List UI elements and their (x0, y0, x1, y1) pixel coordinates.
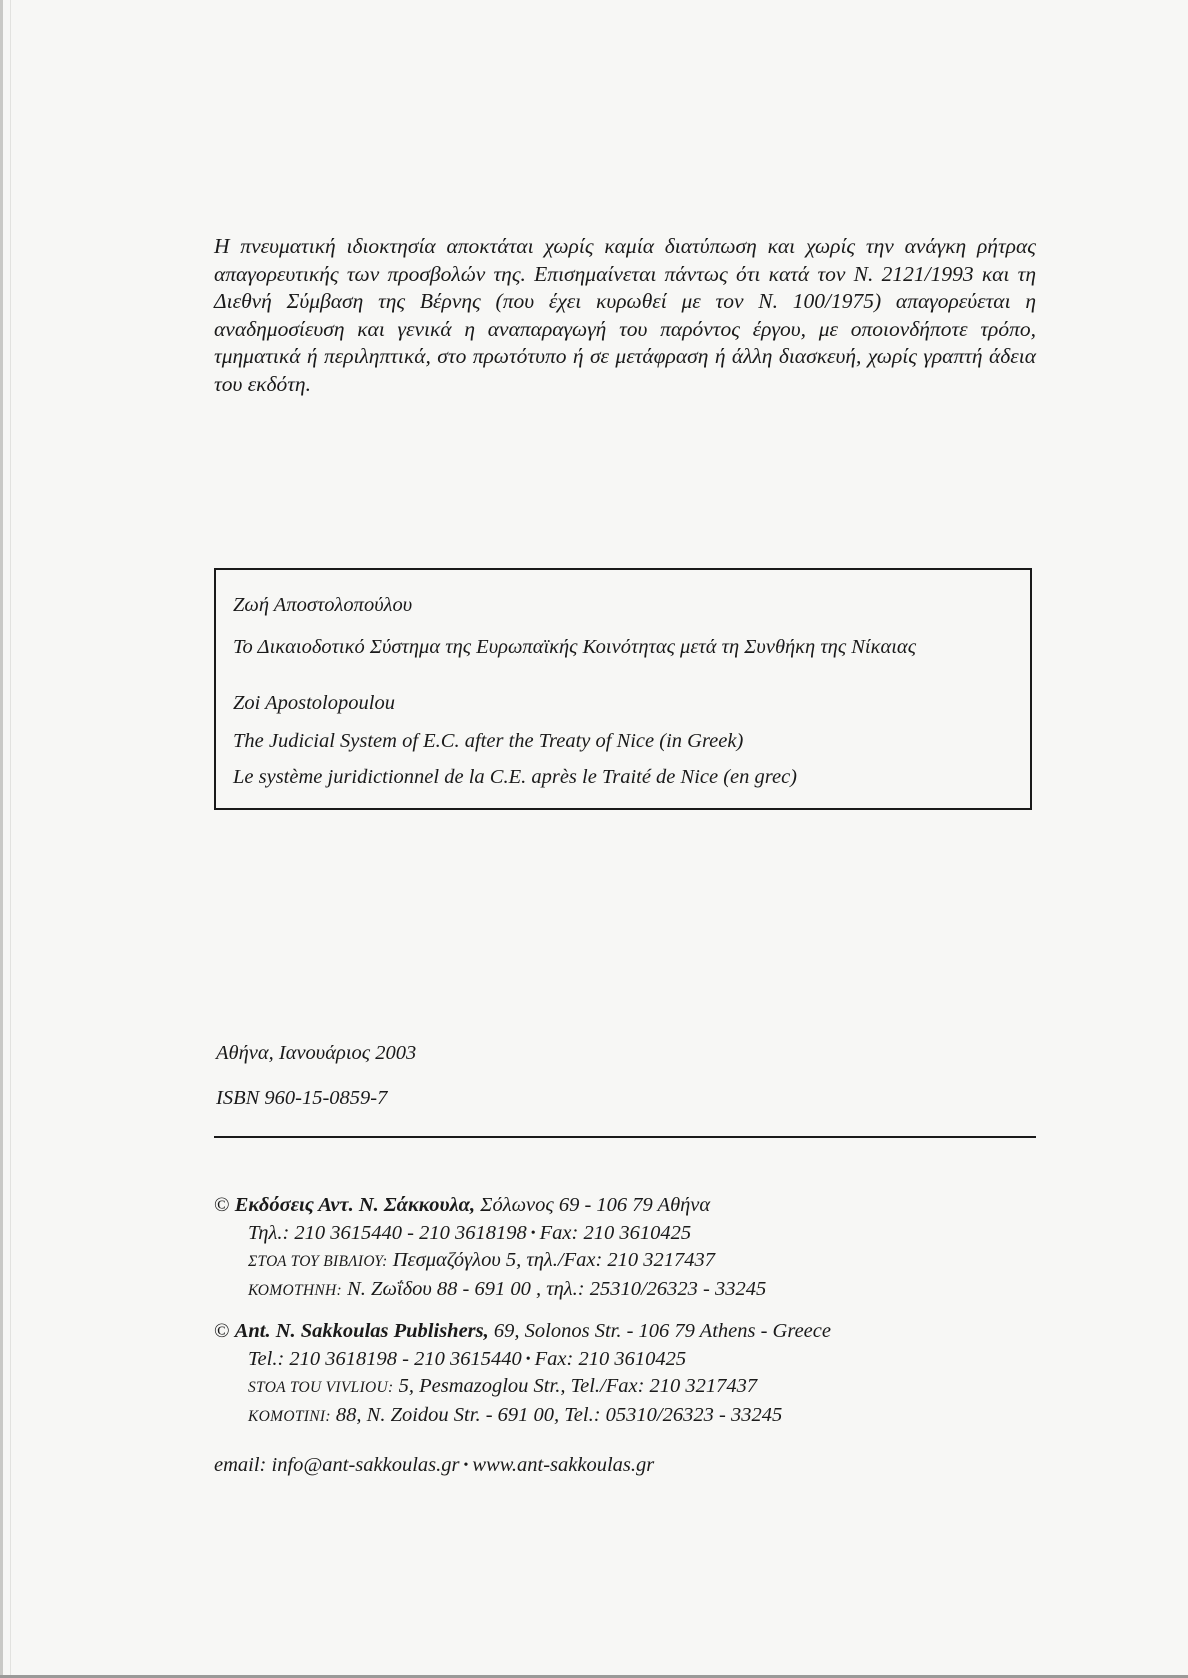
email-link[interactable]: email: info@ant-sakkoulas.gr (214, 1454, 460, 1476)
notice-line: οποιονδήποτε τρόπο, τμηματικά ή περιληπτικά, στο πρωτότυπο ή σε μετάφραση ή άλλη (214, 316, 1037, 368)
store-label: ΣΤΟΑ ΤΟΥ ΒΙΒΛΙΟΥ: (248, 1253, 388, 1270)
notice-line: 2121/1993 και τη Διεθνή Σύμβαση της Βέρνης (που έχει κυρωθεί με τον Ν. 100/1975) (214, 261, 1036, 313)
author-english: Zoi Apostolopoulou (233, 692, 395, 714)
book-info-box (214, 568, 1032, 810)
copyright-notice-text (214, 233, 1036, 398)
bullet-separator: • (525, 1351, 531, 1367)
store-label: STOA TOU VIVLIOU: (248, 1379, 394, 1396)
publisher-name-greek: Εκδόσεις Αντ. Ν. Σάκκουλα, (234, 1194, 476, 1216)
divider-rule (214, 1136, 1036, 1138)
copyright-notice (214, 233, 1036, 398)
copyright-symbol: © (214, 1320, 230, 1342)
publisher-branch-greek (214, 1276, 766, 1305)
publisher-phone-greek (214, 1220, 766, 1248)
title-english: The Judicial System of E.C. after the Treaty of Nice (in Greek) (233, 730, 744, 752)
website-link[interactable]: www.ant-sakkoulas.gr (472, 1454, 655, 1476)
title-french: Le système juridictionnel de la C.E. après le Traité de Nice (en grec) (233, 766, 798, 788)
contact-line (214, 1454, 654, 1477)
publisher-address-english: 69, Solonos Str. - 106 79 Athens - Greece (488, 1320, 831, 1342)
branch-label: ΚΟΜΟΤΗΝΗ: (248, 1281, 342, 1299)
notice-line: διασκευή, χωρίς γραπτή άδεια του εκδότη. (214, 344, 1036, 396)
branch-label: KOMOTINI: (248, 1407, 331, 1425)
phone-text: Tel.: 210 3618198 - 210 3615440 (248, 1347, 522, 1370)
store-text: 5, Pesmazoglou Str., Tel./Fax: 210 3217437 (393, 1375, 758, 1397)
publisher-address-greek: Σόλωνος 69 - 106 79 Αθήνα (475, 1194, 711, 1216)
bullet-separator: • (463, 1458, 469, 1473)
publisher-english-line-1 (214, 1320, 831, 1342)
publisher-greek (214, 1192, 766, 1304)
publisher-name-english: Ant. N. Sakkoulas Publishers, (234, 1320, 489, 1342)
publisher-store-english (214, 1373, 831, 1402)
publisher-store-greek (214, 1247, 766, 1276)
branch-text: Ν. Ζωΐδου 88 - 691 00 , τηλ.: 25310/26323 - 33245 (342, 1277, 767, 1300)
publisher-phone-english (214, 1346, 831, 1374)
store-text: Πεσμαζόγλου 5, τηλ./Fax: 210 3217437 (387, 1249, 716, 1271)
isbn: ISBN 960-15-0859-7 (216, 1087, 388, 1109)
page-edge-shadow (10, 0, 11, 1678)
publisher-greek-line-1 (214, 1194, 710, 1216)
phone-text: Τηλ.: 210 3615440 - 210 3618198 (248, 1221, 527, 1244)
bullet-separator: • (530, 1225, 536, 1241)
publisher-branch-english (214, 1402, 831, 1431)
place-date: Αθήνα, Ιανουάριος 2003 (216, 1042, 417, 1064)
page-edge (0, 0, 3, 1678)
branch-text: 88, N. Zoidou Str. - 691 00, Tel.: 05310/26323 - 33245 (330, 1403, 783, 1426)
notice-line: απαγορεύεται η αναδημοσίευση και γενικά η αναπαραγωγή του παρόντος έργου, με (214, 289, 1037, 341)
notice-line: ρήτρας απαγορευτικής των προσβολών της. Επισημαίνεται πάντως ότι κατά τον Ν. (214, 234, 1036, 286)
copyright-symbol: © (214, 1194, 230, 1216)
notice-line: Η πνευματική ιδιοκτησία αποκτάται χωρίς καμία διατύπωση και χωρίς την ανάγκη (214, 234, 967, 258)
publisher-english (214, 1318, 831, 1430)
title-greek: Το Δικαιοδοτικό Σύστημα της Ευρωπαϊκής Κοινότητας μετά τη Συνθήκη της Νίκαιας (233, 636, 917, 658)
fax-text: Fax: 210 3610425 (534, 1347, 687, 1370)
fax-text: Fax: 210 3610425 (539, 1221, 692, 1244)
author-greek: Ζωή Αποστολοπούλου (233, 594, 413, 616)
